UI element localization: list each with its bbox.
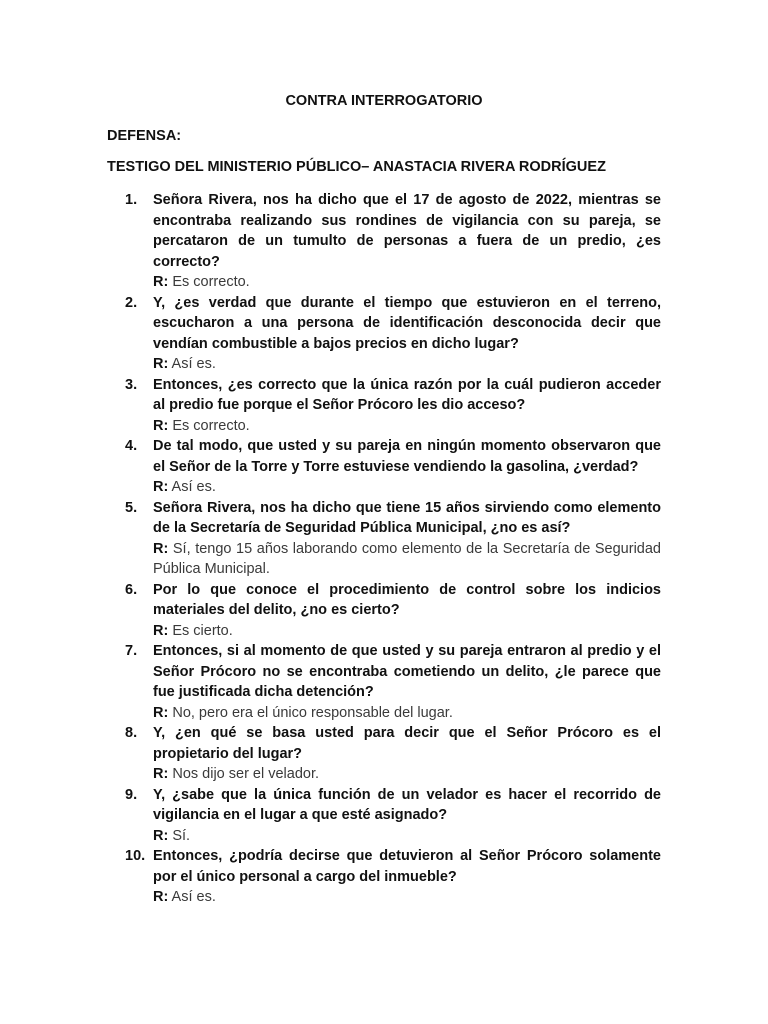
answer-text: Así es.	[171, 356, 216, 372]
answer-text: Nos dijo ser el velador.	[172, 766, 320, 782]
answer-text: Es correcto.	[172, 274, 250, 290]
answer-text: Así es.	[171, 889, 216, 905]
answer-line	[153, 272, 661, 293]
item-number: 1.	[125, 192, 138, 208]
item-number: 4.	[125, 438, 138, 454]
answer-prefix: R:	[153, 766, 169, 782]
question-text: Entonces, si al momento de que usted y su pareja entraron al predio y el Señor Prócoro no se encontraba cometiendo un delito, ¿le parece que fue justificada dicha detención?	[153, 643, 661, 700]
answer-prefix: R:	[153, 417, 169, 434]
answer-line	[153, 764, 661, 785]
answer-line	[153, 826, 661, 847]
answer-prefix: R:	[153, 479, 169, 495]
answer-line	[153, 539, 661, 580]
answer-line	[153, 703, 661, 724]
answer-text: Sí, tengo 15 años laborando como elemento de la Secretaría de Seguridad Pública Municipal.	[153, 540, 661, 577]
answer-prefix: R:	[153, 622, 169, 639]
item-number: 6.	[125, 581, 138, 598]
answer-prefix: R:	[153, 540, 169, 557]
answer-line	[153, 416, 661, 437]
question-text: Y, ¿es verdad que durante el tiempo que estuvieron en el terreno, escucharon a una persona de identificación desconocida decir que vendían combustible a bajos precios en dicho lugar?	[153, 294, 661, 352]
question-text: Señora Rivera, nos ha dicho que tiene 15 años sirviendo como elemento de la Secretaría de Seguridad Pública Municipal, ¿no es así?	[153, 499, 661, 536]
answer-prefix: R:	[153, 889, 169, 905]
item-number: 10.	[125, 848, 146, 864]
list-item	[107, 436, 661, 498]
question-text: Y, ¿en qué se basa usted para decir que el Señor Prócoro es el propietario del lugar?	[153, 725, 661, 762]
answer-text: No, pero era el único responsable del lugar.	[172, 704, 453, 721]
question-text: Señora Rivera, nos ha dicho que el 17 de agosto de 2022, mientras se encontraba realizando sus rondines de vigilancia con su pareja, se percataron de un tumulto de personas a fuera de un predio, ¿es correcto?	[153, 192, 661, 270]
answer-text: Sí.	[172, 827, 191, 844]
answer-text: Así es.	[171, 479, 216, 495]
item-number: 8.	[125, 725, 138, 741]
question-text: Por lo que conoce el procedimiento de control sobre los indicios materiales del delito, ¿no es cierto?	[153, 581, 661, 618]
item-number: 3.	[125, 376, 138, 393]
list-item	[107, 723, 661, 785]
answer-prefix: R:	[153, 827, 169, 844]
list-item	[107, 375, 661, 437]
answer-line	[153, 477, 661, 498]
answer-line	[153, 354, 661, 375]
section-label-defensa: DEFENSA:	[107, 128, 182, 144]
answer-text: Es correcto.	[172, 417, 250, 434]
witness-heading: TESTIGO DEL MINISTERIO PÚBLICO– ANASTACIA RIVERA RODRÍGUEZ	[107, 159, 606, 175]
question-text: Entonces, ¿es correcto que la única razón por la cuál pudieron acceder al predio fue porque el Señor Prócoro les dio acceso?	[153, 376, 661, 413]
list-item	[107, 498, 661, 580]
answer-prefix: R:	[153, 704, 169, 721]
question-text: De tal modo, que usted y su pareja en ningún momento observaron que el Señor de la Torre y Torre estuviese vendiendo la gasolina, ¿verdad?	[153, 438, 661, 475]
question-text: Entonces, ¿podría decirse que detuvieron al Señor Prócoro solamente por el único personal a cargo del inmueble?	[153, 848, 661, 885]
list-item	[107, 846, 661, 908]
list-item	[107, 190, 661, 293]
list-item	[107, 785, 661, 847]
list-item	[107, 641, 661, 723]
answer-line	[153, 887, 661, 908]
question-list	[107, 190, 661, 908]
document-title: CONTRA INTERROGATORIO	[285, 93, 483, 109]
list-item	[107, 580, 661, 642]
answer-text: Es cierto.	[172, 622, 233, 639]
list-item	[107, 293, 661, 375]
answer-prefix: R:	[153, 274, 169, 290]
item-number: 2.	[125, 294, 138, 311]
item-number: 9.	[125, 786, 138, 803]
item-number: 7.	[125, 643, 138, 659]
item-number: 5.	[125, 499, 138, 516]
answer-line	[153, 621, 661, 642]
answer-prefix: R:	[153, 356, 169, 372]
question-text: Y, ¿sabe que la única función de un velador es hacer el recorrido de vigilancia en el lugar a que esté asignado?	[153, 786, 661, 823]
